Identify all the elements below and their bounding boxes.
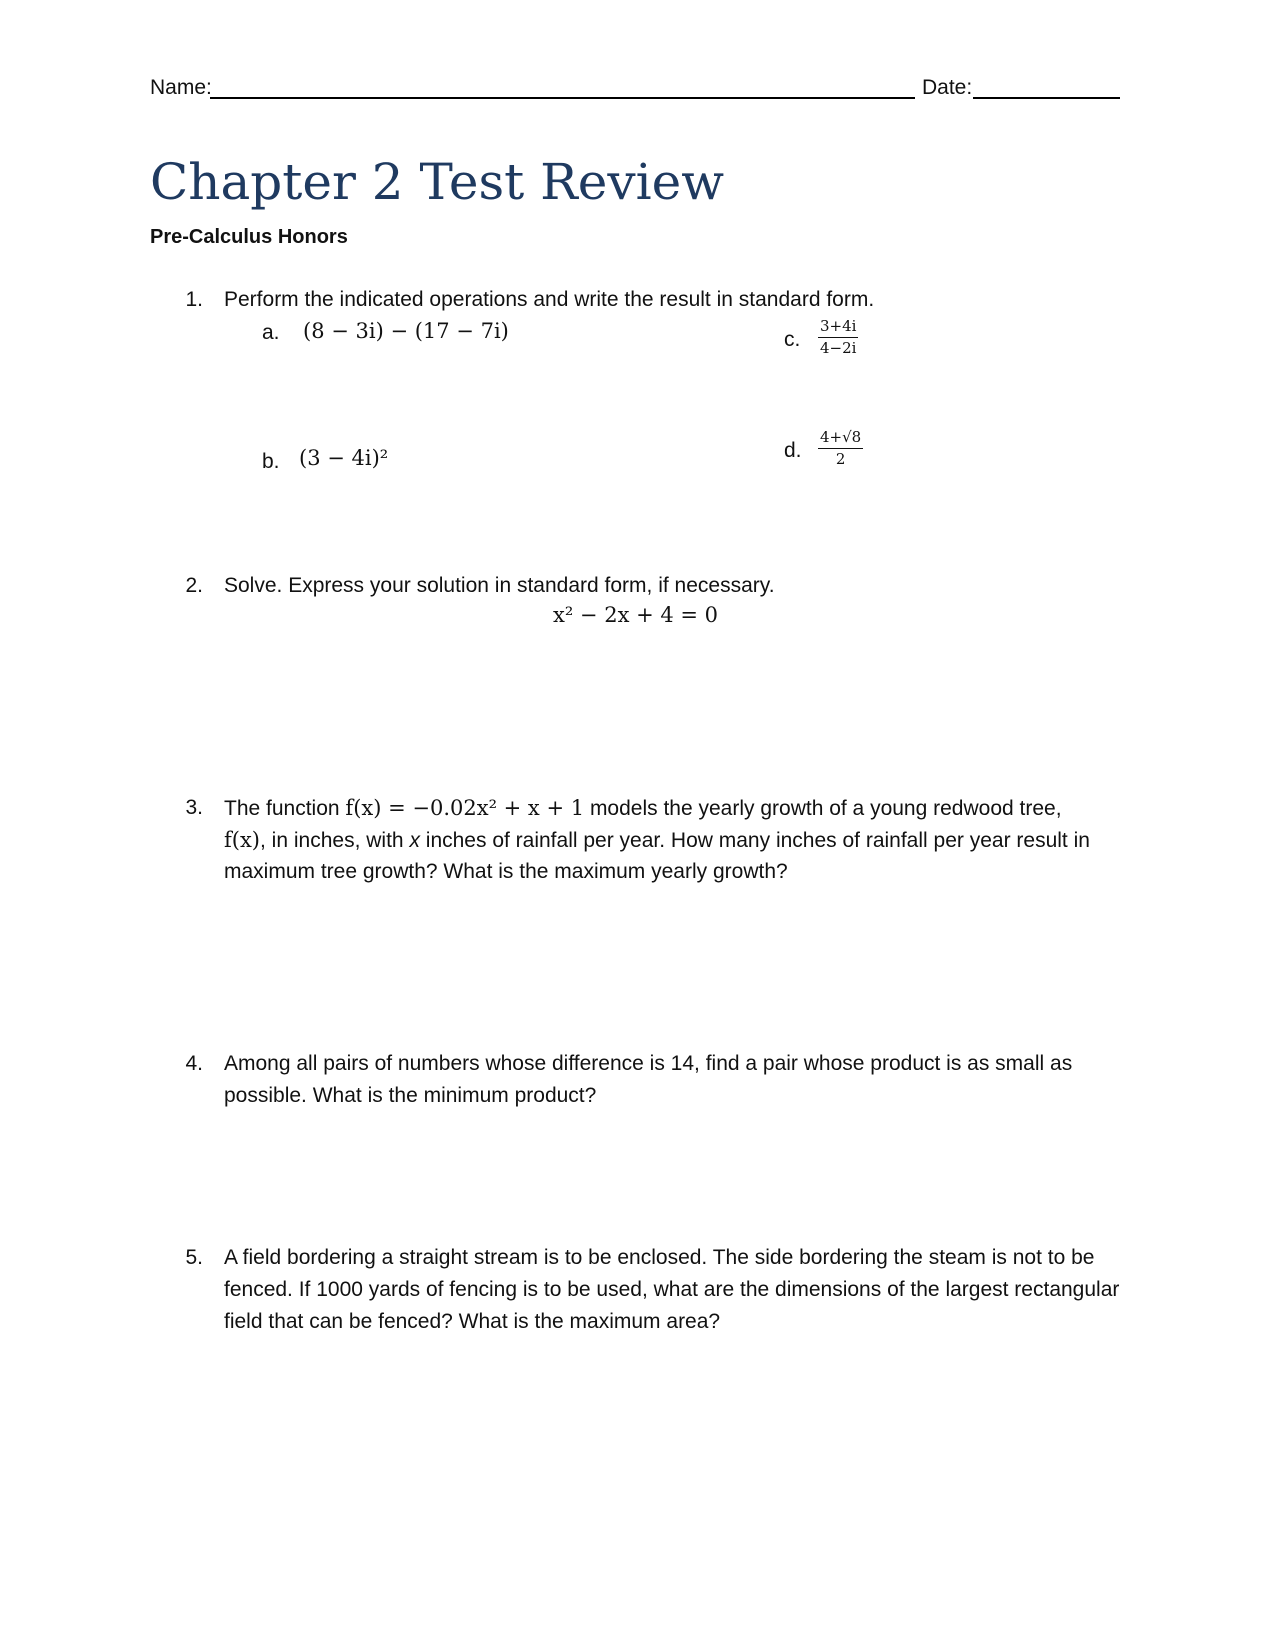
question-3-function: f(x) = −0.02x² + x + 1 <box>345 796 585 820</box>
question-3-line-3: maximum tree growth? What is the maximum yearly growth? <box>224 860 788 883</box>
question-1-text: Perform the indicated operations and write the result in standard form. <box>224 288 875 311</box>
question-1b-expression: (3 − 4i)² <box>299 446 389 470</box>
page-title: Chapter 2 Test Review <box>150 153 725 211</box>
question-1d-fraction <box>818 428 863 469</box>
question-1b-label: b. <box>262 450 280 473</box>
question-4-text: Among all pairs of numbers whose difference is 14, find a pair whose product is as small as possible. What is the minimum product? <box>224 1052 1073 1107</box>
question-5-text: A field bordering a straight stream is to be enclosed. The side bordering the steam is not to be fenced. If 1000 yards of fencing is to be used, what are the dimensions of the largest rectangular field that can be fenced? What is the maximum area? <box>224 1246 1120 1333</box>
question-1c-numerator: 3+4i <box>818 317 858 338</box>
question-1-number: 1. <box>185 288 203 311</box>
question-2-text: Solve. Express your solution in standard form, if necessary. <box>224 574 775 597</box>
question-2-number: 2. <box>185 574 203 597</box>
date-label: Date: <box>922 76 973 99</box>
date-field-line[interactable] <box>973 97 1120 99</box>
page-subtitle: Pre-Calculus Honors <box>150 226 348 248</box>
question-3-text-before: The function <box>224 797 340 820</box>
question-1d-denominator: 2 <box>835 450 846 468</box>
question-3-fx: f(x) <box>224 828 261 852</box>
question-1c-label: c. <box>784 328 801 351</box>
question-3-number: 3. <box>185 796 203 819</box>
name-label: Name: <box>150 76 212 99</box>
question-1c-denominator: 4−2i <box>820 339 857 357</box>
question-3-x-variable: x <box>409 829 420 852</box>
question-1a-label: a. <box>262 321 280 344</box>
question-2-equation: x² − 2x + 4 = 0 <box>553 603 719 627</box>
question-3-text-after: models the yearly growth of a young redwood tree, <box>589 797 1062 820</box>
question-1a-expression: (8 − 3i) − (17 − 7i) <box>303 319 509 343</box>
question-3-line-1 <box>224 792 1062 825</box>
question-3-line-2a: , in inches, with <box>260 829 404 852</box>
question-4-number: 4. <box>185 1052 203 1075</box>
question-1d-label: d. <box>784 439 802 462</box>
question-3-line-2 <box>224 824 1090 857</box>
question-5-number: 5. <box>185 1246 203 1269</box>
question-1c-fraction <box>818 317 858 358</box>
name-field-line[interactable] <box>210 97 915 99</box>
question-3-line-2b: inches of rainfall per year. How many inches of rainfall per year result in <box>425 829 1090 852</box>
question-1d-numerator: 4+√8 <box>818 428 863 449</box>
